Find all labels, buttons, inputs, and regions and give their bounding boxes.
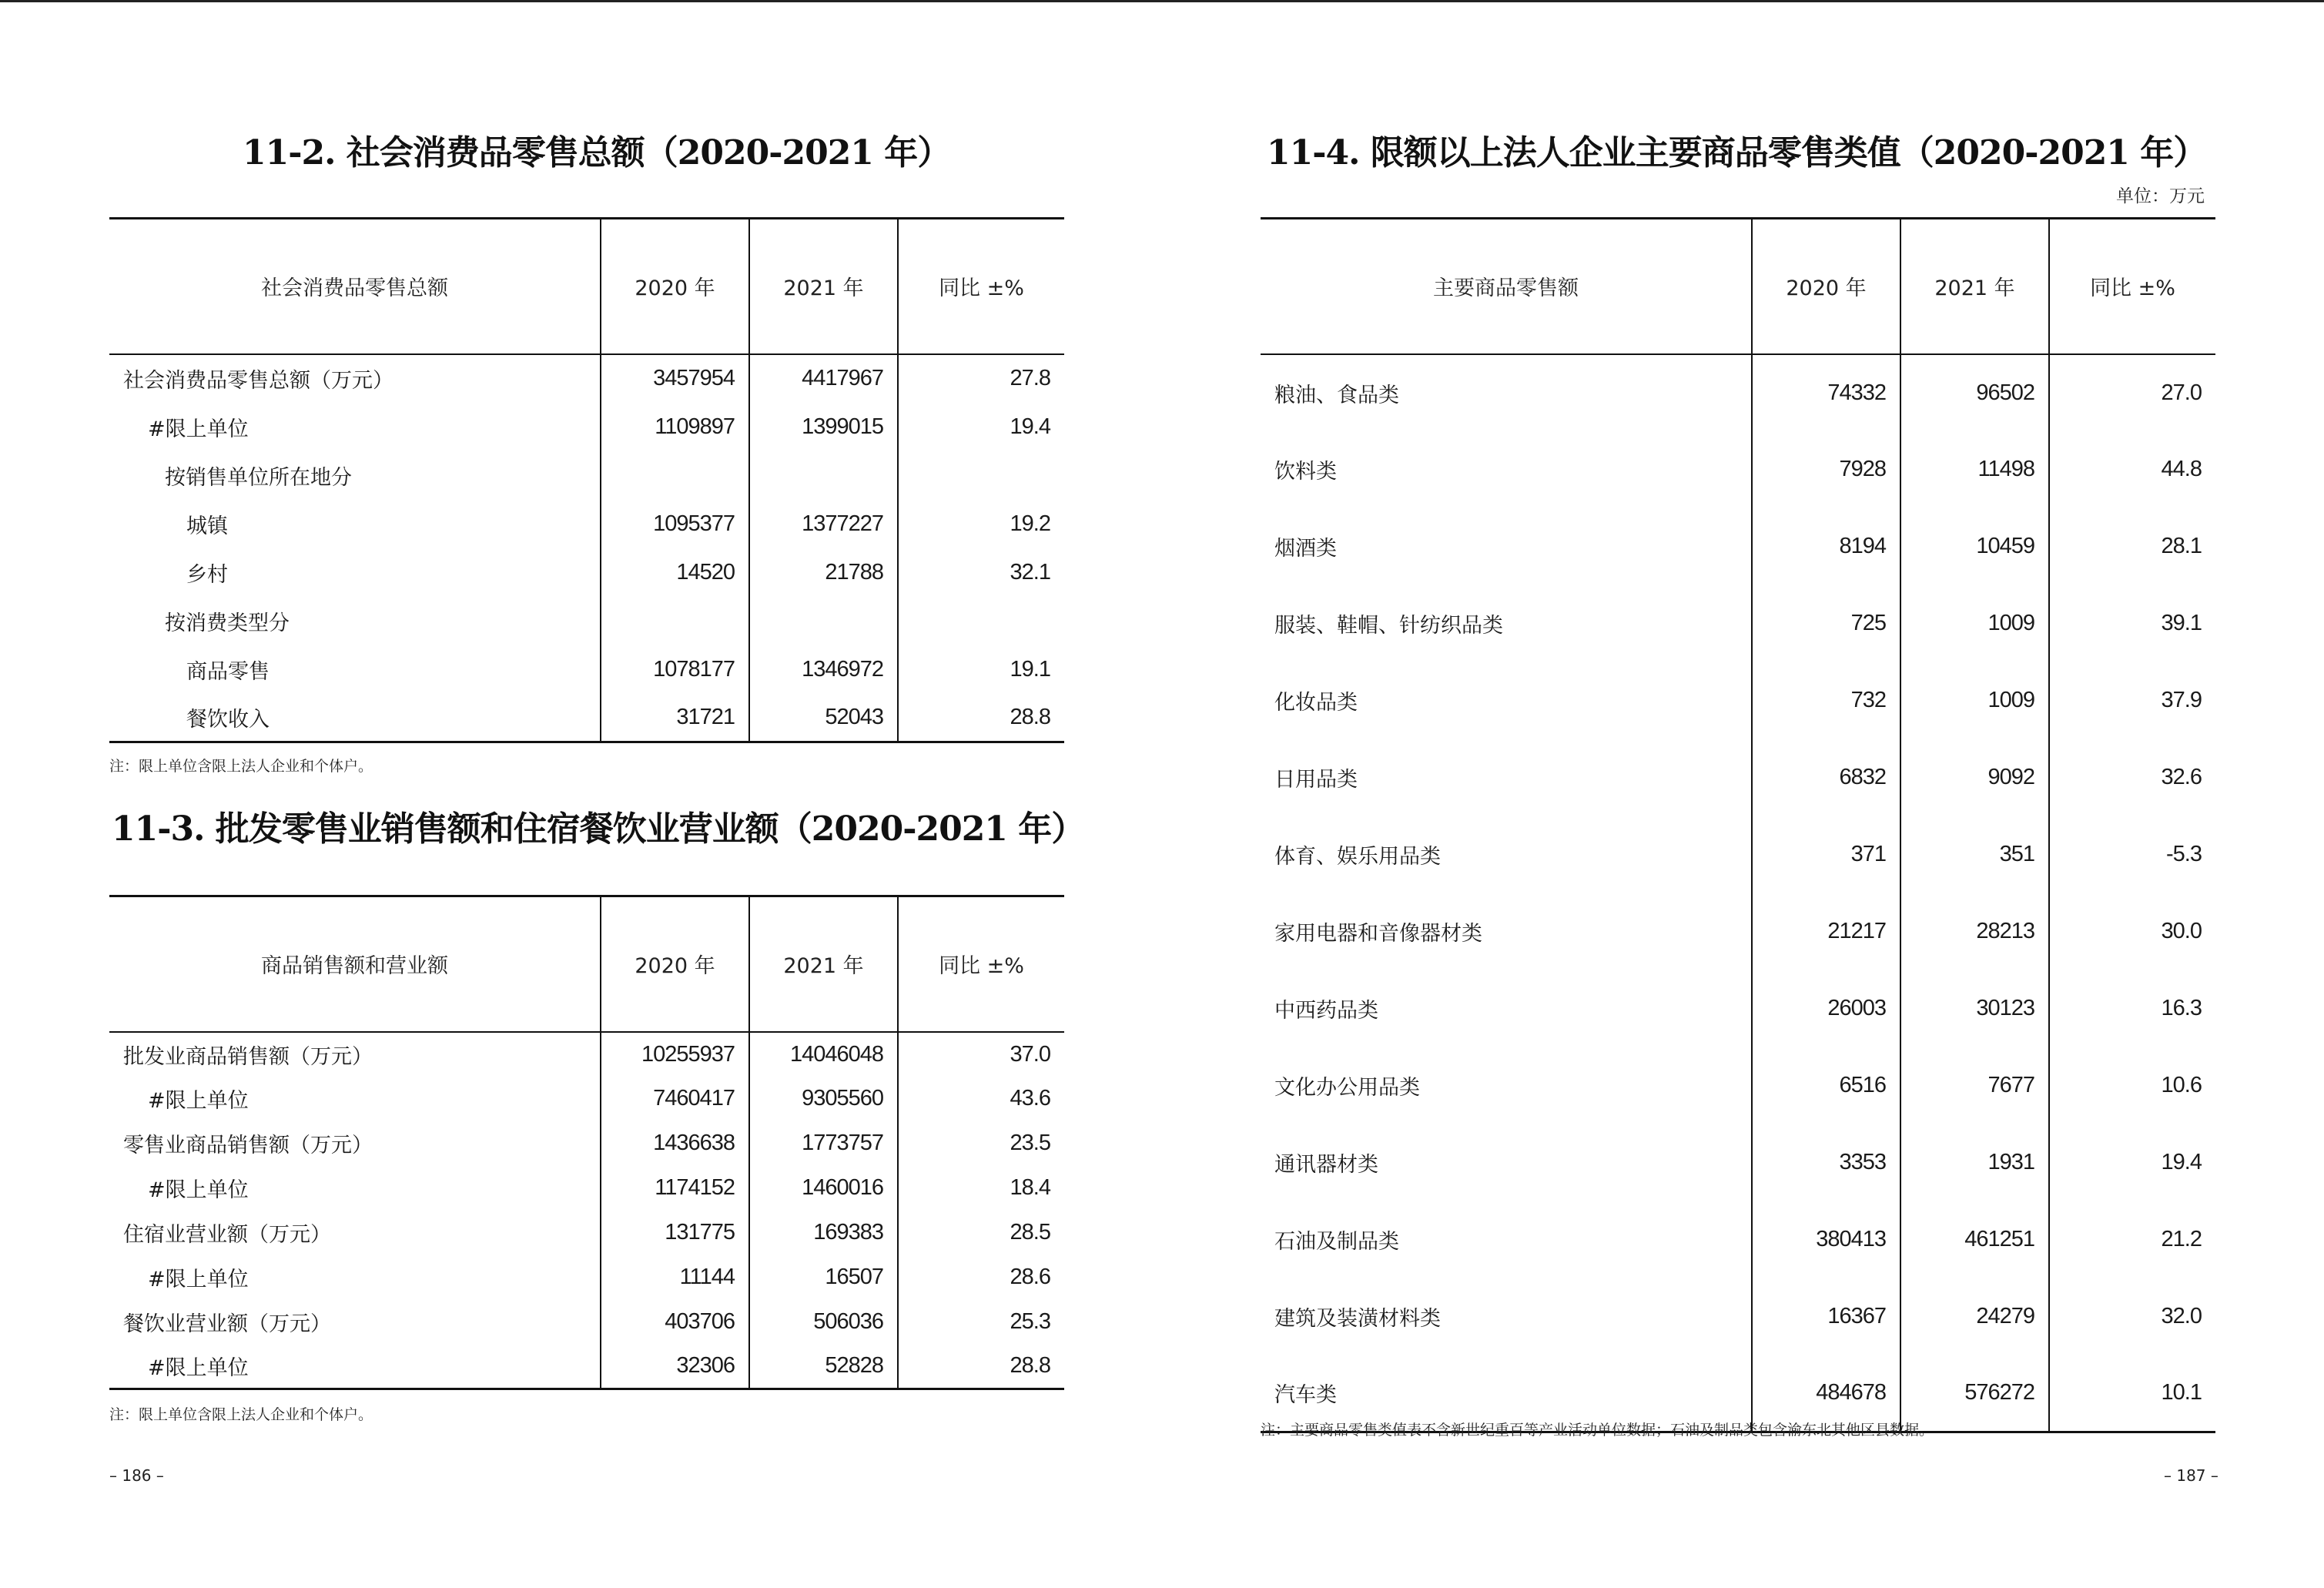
column-header-2021: 2021 年 (749, 896, 898, 1032)
table-row (109, 1255, 1064, 1300)
value-2020: 32306 (601, 1345, 749, 1389)
column-header-indicator: 商品销售额和营业额 (109, 896, 601, 1032)
value-2021: 96502 (1900, 354, 2049, 431)
column-header-yoy: 同比 ±% (898, 896, 1064, 1032)
value-2020: 3353 (1752, 1124, 1900, 1201)
value-yoy: 23.5 (898, 1121, 1064, 1166)
table-row (109, 1211, 1064, 1255)
table-row (1261, 1124, 2215, 1201)
value-yoy (898, 451, 1064, 500)
table-row (109, 1300, 1064, 1345)
value-yoy: 44.8 (2049, 431, 2215, 508)
page-number-left: – 186 – (109, 1466, 164, 1485)
column-header-2021: 2021 年 (1900, 219, 2049, 354)
row-label: 住宿业营业额（万元） (123, 1223, 331, 1247)
value-yoy: 43.6 (898, 1077, 1064, 1121)
value-yoy: 21.2 (2049, 1201, 2215, 1278)
row-label: 餐饮收入 (186, 707, 270, 732)
value-yoy: 28.1 (2049, 508, 2215, 585)
value-2020: 1078177 (601, 645, 749, 694)
value-2021: 1009 (1900, 585, 2049, 662)
value-2021: 169383 (749, 1211, 898, 1255)
table-header-row (109, 896, 1064, 1032)
table-row (109, 1032, 1064, 1077)
column-header-yoy: 同比 ±% (2049, 219, 2215, 354)
row-label: 按销售单位所在地分 (165, 465, 352, 490)
table-11-2 (109, 217, 1064, 743)
row-label: 日用品类 (1274, 768, 1358, 792)
value-2021: 506036 (749, 1300, 898, 1345)
table-row (109, 500, 1064, 548)
value-2020: 8194 (1752, 508, 1900, 585)
value-2020: 1436638 (601, 1121, 749, 1166)
value-yoy: 27.0 (2049, 354, 2215, 431)
table-row (109, 645, 1064, 694)
value-2021: 351 (1900, 816, 2049, 893)
row-label: #限上单位 (148, 417, 249, 441)
table-11-3-note: 注：限上单位含限上法人企业和个体户。 (109, 1406, 373, 1423)
value-yoy: 19.4 (898, 403, 1064, 451)
row-label: 乡村 (186, 562, 228, 587)
table-row (109, 548, 1064, 597)
table-row (109, 1077, 1064, 1121)
table-11-3-title: 11-3. 批发零售业销售额和住宿餐饮业营业额（2020-2021 年） (112, 809, 1085, 849)
value-yoy (898, 597, 1064, 645)
value-yoy: 19.2 (898, 500, 1064, 548)
table-row (109, 403, 1064, 451)
column-header-yoy: 同比 ±% (898, 219, 1064, 354)
column-header-2021: 2021 年 (749, 219, 898, 354)
row-label: 社会消费品零售总额（万元） (123, 369, 393, 393)
value-2020 (601, 451, 749, 500)
value-yoy: 28.6 (898, 1255, 1064, 1300)
row-label: 批发业商品销售额（万元） (123, 1044, 373, 1069)
row-label: #限上单位 (148, 1178, 249, 1202)
column-header-indicator: 主要商品零售额 (1261, 219, 1752, 354)
value-2021: 9092 (1900, 739, 2049, 816)
value-yoy: 28.8 (898, 694, 1064, 742)
value-2021 (749, 451, 898, 500)
table-row (1261, 1201, 2215, 1278)
page-number-right: – 187 – (2164, 1466, 2219, 1485)
value-yoy: 28.5 (898, 1211, 1064, 1255)
value-2020: 371 (1752, 816, 1900, 893)
table-row (1261, 1047, 2215, 1124)
value-yoy: 27.8 (898, 354, 1064, 403)
value-2020: 11144 (601, 1255, 749, 1300)
table-row (1261, 1278, 2215, 1355)
row-label: 零售业商品销售额（万元） (123, 1134, 373, 1157)
value-2020: 74332 (1752, 354, 1900, 431)
value-2020: 1174152 (601, 1166, 749, 1211)
value-2021: 1460016 (749, 1166, 898, 1211)
value-2020: 1095377 (601, 500, 749, 548)
value-2021: 14046048 (749, 1032, 898, 1077)
value-2020: 16367 (1752, 1278, 1900, 1355)
table-header-row (109, 219, 1064, 354)
table-row (1261, 431, 2215, 508)
value-2020: 3457954 (601, 354, 749, 403)
value-2021: 52043 (749, 694, 898, 742)
row-label: 城镇 (186, 514, 228, 538)
value-2020: 732 (1752, 662, 1900, 739)
value-2021: 576272 (1900, 1355, 2049, 1432)
value-yoy: 37.9 (2049, 662, 2215, 739)
value-2021: 9305560 (749, 1077, 898, 1121)
table-row (1261, 585, 2215, 662)
column-header-2020: 2020 年 (601, 219, 749, 354)
value-2021: 1773757 (749, 1121, 898, 1166)
value-2021: 11498 (1900, 431, 2049, 508)
table-row (1261, 662, 2215, 739)
value-2021: 30123 (1900, 970, 2049, 1047)
value-yoy: 16.3 (2049, 970, 2215, 1047)
value-2021: 1009 (1900, 662, 2049, 739)
row-label: #限上单位 (148, 1268, 249, 1292)
value-2020: 725 (1752, 585, 1900, 662)
table-row (109, 354, 1064, 403)
table-11-2-note: 注：限上单位含限上法人企业和个体户。 (109, 758, 373, 775)
column-header-indicator: 社会消费品零售总额 (109, 219, 601, 354)
row-label: 按消费类型分 (165, 611, 290, 635)
value-2020: 6516 (1752, 1047, 1900, 1124)
value-yoy: 25.3 (898, 1300, 1064, 1345)
value-2020: 21217 (1752, 893, 1900, 970)
value-2020: 6832 (1752, 739, 1900, 816)
value-2021: 1399015 (749, 403, 898, 451)
row-label: 文化办公用品类 (1274, 1076, 1420, 1100)
value-2020: 31721 (601, 694, 749, 742)
value-2021: 16507 (749, 1255, 898, 1300)
value-yoy: 32.1 (898, 548, 1064, 597)
row-label: #限上单位 (148, 1356, 249, 1381)
value-2021: 24279 (1900, 1278, 2049, 1355)
table-row (109, 597, 1064, 645)
column-header-2020: 2020 年 (1752, 219, 1900, 354)
value-2020: 7928 (1752, 431, 1900, 508)
table-row (109, 1166, 1064, 1211)
row-label: 商品零售 (186, 659, 270, 684)
value-2021: 4417967 (749, 354, 898, 403)
value-yoy: 19.4 (2049, 1124, 2215, 1201)
table-row (109, 1345, 1064, 1389)
value-2020: 14520 (601, 548, 749, 597)
row-label: 体育、娱乐用品类 (1274, 845, 1441, 869)
value-2021: 1377227 (749, 500, 898, 548)
value-yoy: 32.6 (2049, 739, 2215, 816)
unit-label: 单位：万元 (2116, 186, 2205, 206)
row-label: 家用电器和音像器材类 (1274, 922, 1482, 946)
value-yoy: 32.0 (2049, 1278, 2215, 1355)
table-row (1261, 508, 2215, 585)
value-2021: 21788 (749, 548, 898, 597)
table-row (1261, 816, 2215, 893)
table-11-2-title: 11-2. 社会消费品零售总额（2020-2021 年） (243, 133, 951, 173)
value-yoy: 30.0 (2049, 893, 2215, 970)
table-11-4 (1261, 217, 2215, 1433)
table-row (1261, 970, 2215, 1047)
table-11-3 (109, 895, 1064, 1390)
value-2020: 380413 (1752, 1201, 1900, 1278)
column-header-2020: 2020 年 (601, 896, 749, 1032)
value-2021: 28213 (1900, 893, 2049, 970)
table-row (109, 1121, 1064, 1166)
value-yoy: 39.1 (2049, 585, 2215, 662)
table-row (109, 694, 1064, 742)
value-2020: 131775 (601, 1211, 749, 1255)
value-2020: 484678 (1752, 1355, 1900, 1432)
table-11-4-title: 11-4. 限额以上法人企业主要商品零售类值（2020-2021 年） (1267, 133, 2207, 173)
row-label: 中西药品类 (1274, 999, 1378, 1023)
value-yoy: 18.4 (898, 1166, 1064, 1211)
row-label: 粮油、食品类 (1274, 383, 1399, 407)
value-2021: 52828 (749, 1345, 898, 1389)
value-2021: 1346972 (749, 645, 898, 694)
value-2021: 1931 (1900, 1124, 2049, 1201)
value-yoy: 19.1 (898, 645, 1064, 694)
row-label: 建筑及装潢材料类 (1274, 1307, 1441, 1331)
value-yoy: 28.8 (898, 1345, 1064, 1389)
value-2020: 10255937 (601, 1032, 749, 1077)
row-label: 通讯器材类 (1274, 1153, 1378, 1177)
value-2021 (749, 597, 898, 645)
row-label: 石油及制品类 (1274, 1230, 1399, 1254)
value-2020 (601, 597, 749, 645)
row-label: 汽车类 (1274, 1383, 1337, 1408)
table-row (1261, 354, 2215, 431)
value-2021: 7677 (1900, 1047, 2049, 1124)
value-yoy: -5.3 (2049, 816, 2215, 893)
value-2021: 10459 (1900, 508, 2049, 585)
value-2020: 7460417 (601, 1077, 749, 1121)
value-yoy: 37.0 (898, 1032, 1064, 1077)
row-label: #限上单位 (148, 1089, 249, 1113)
table-11-4-note: 注：主要商品零售类值表不含新世纪重百等产业活动单位数据；石油及制品类包含渝东北其他区县数据。 (1261, 1422, 1934, 1439)
value-2021: 461251 (1900, 1201, 2049, 1278)
page-top-border (0, 0, 2324, 2)
table-row (109, 451, 1064, 500)
value-2020: 26003 (1752, 970, 1900, 1047)
row-label: 化妆品类 (1274, 691, 1358, 715)
row-label: 烟酒类 (1274, 537, 1337, 561)
table-row (1261, 739, 2215, 816)
value-2020: 403706 (601, 1300, 749, 1345)
row-label: 饮料类 (1274, 460, 1337, 484)
row-label: 餐饮业营业额（万元） (123, 1312, 331, 1336)
value-2020: 1109897 (601, 403, 749, 451)
value-yoy: 10.6 (2049, 1047, 2215, 1124)
table-row (1261, 893, 2215, 970)
value-yoy: 10.1 (2049, 1355, 2215, 1432)
row-label: 服装、鞋帽、针纺织品类 (1274, 614, 1503, 638)
table-header-row (1261, 219, 2215, 354)
